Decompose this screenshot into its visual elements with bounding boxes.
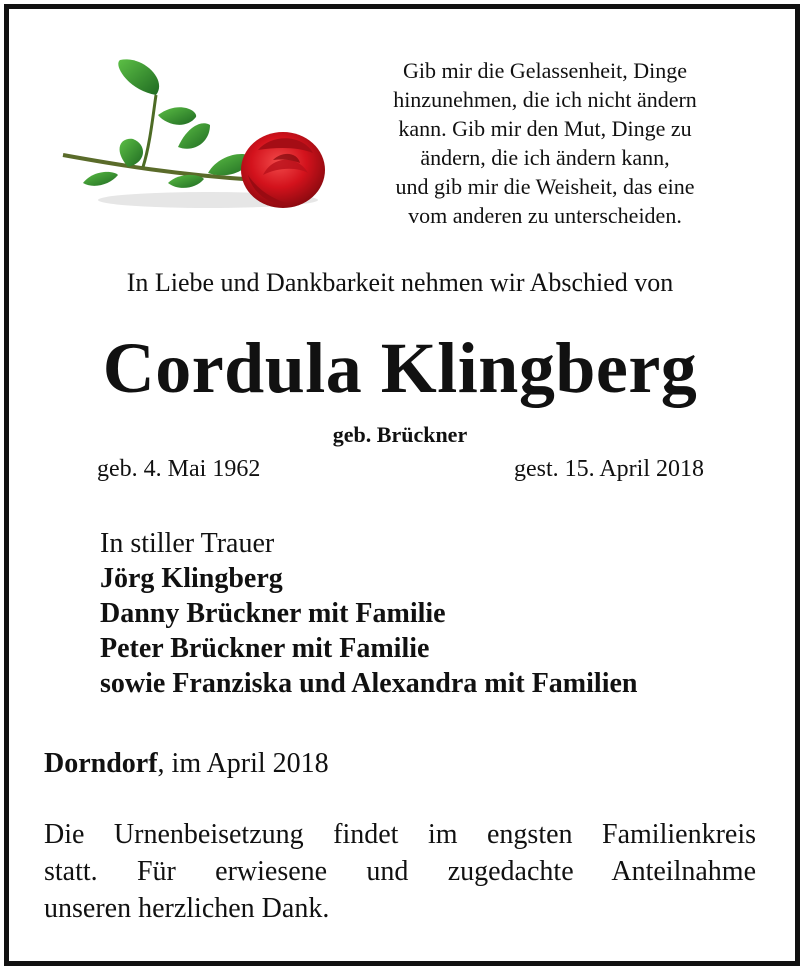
deceased-name: Cordula Klingberg: [102, 328, 698, 408]
mourner-name: sowie Franziska und Alexandra mit Familien: [100, 668, 638, 699]
mourner-name: Peter Brückner mit Familie: [100, 633, 430, 664]
place-town: Dorndorf: [44, 748, 158, 779]
death-date: gest. 15. April 2018: [514, 456, 704, 482]
place-date: [44, 748, 329, 780]
mourners-lead: In stiller Trauer: [100, 528, 275, 559]
notice-line: unseren herzlichen Dank.: [44, 893, 330, 924]
poem-line: kann. Gib mir den Mut, Dinge zu: [398, 116, 692, 141]
place-date-text: , im April 2018: [157, 748, 329, 779]
red-rose-icon: [58, 55, 330, 220]
poem-line: Gib mir die Gelassenheit, Dinge: [402, 58, 688, 83]
notice-line: Die Urnenbeisetzung findet im engsten Familienkreis: [44, 819, 756, 850]
mourner-name: Jörg Klingberg: [100, 563, 283, 594]
poem-line: vom anderen zu unterscheiden.: [408, 203, 682, 228]
poem-line: ändern, die ich ändern kann,: [420, 145, 670, 170]
mourners-block: [100, 526, 637, 701]
mourner-name: Danny Brückner mit Familie: [100, 598, 446, 629]
poem-line: und gib mir die Weisheit, das eine: [395, 174, 695, 199]
poem-line: hinzunehmen, die ich nicht ändern: [393, 87, 697, 112]
burial-notice: [44, 816, 756, 927]
maiden-name: geb. Brückner: [332, 422, 468, 447]
notice-line: statt. Für erwiesene und zugedachte Anteilnahme: [44, 856, 756, 887]
intro-text: In Liebe und Dankbarkeit nehmen wir Abschied von: [126, 268, 674, 297]
poem: [360, 56, 730, 230]
birth-date: geb. 4. Mai 1962: [97, 456, 261, 482]
